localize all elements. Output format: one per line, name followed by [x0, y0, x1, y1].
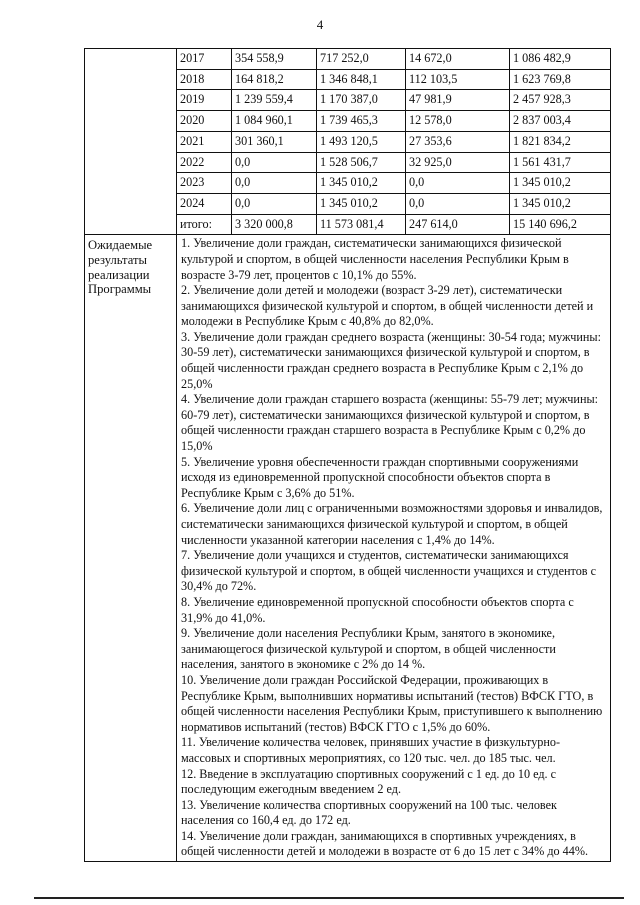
budget-rk-cell: 1 239 559,4 — [232, 90, 317, 111]
page-bottom-rule — [34, 897, 624, 899]
total-cell: 1 086 482,9 — [510, 49, 611, 70]
year-cell: 2021 — [177, 131, 232, 152]
result-item: 3. Увеличение доли граждан среднего возраста (женщины: 30-54 года; мужчины: 30-59 лет), систематически занимающихся физической культурой и спортом, в общей численности граждан среднего возраста в Республике Крым с 2,1% до 25,0% — [181, 329, 601, 391]
total-cell: 15 140 696,2 — [510, 214, 611, 235]
local-budget-cell: 0,0 — [406, 193, 510, 214]
federal-budget-cell: 1 345 010,2 — [317, 193, 406, 214]
year-cell: 2018 — [177, 69, 232, 90]
result-item: 1. Увеличение доли граждан, систематически занимающихся физической культурой и спортом, в общей численности населения Республики Крым в возрасте 3-79 лет, процентов с 10,1% до 55%. — [181, 236, 569, 282]
local-budget-cell: 47 981,9 — [406, 90, 510, 111]
federal-budget-cell: 717 252,0 — [317, 49, 406, 70]
local-budget-cell: 12 578,0 — [406, 111, 510, 132]
result-item: 5. Увеличение уровня обеспеченности граждан спортивными сооружениями исходя из единовременной пропускной способности объектов спорта в Республике Крым с 3,6% до 51%. — [181, 454, 579, 500]
year-cell: 2023 — [177, 173, 232, 194]
result-item: 9. Увеличение доли населения Республики Крым, занятого в экономике, занимающегося физической культурой и спортом, в общей численности населения, занятого в экономике с 2% до 14 %. — [181, 626, 556, 672]
federal-budget-cell: 11 573 081,4 — [317, 214, 406, 235]
result-item: 10. Увеличение доли граждан Российской Федерации, проживающих в Республике Крым, выполнивших нормативы испытаний (тестов) ВФСК ГТО, в общей численности населения Республики Крым, приступившего к выполнению нормативов испытаний (тестов) ВФСК ГТО с 1,5% до 60%. — [181, 672, 603, 734]
total-cell: 1 345 010,2 — [510, 193, 611, 214]
financing-rows — [85, 49, 611, 235]
federal-budget-cell: 1 493 120,5 — [317, 131, 406, 152]
local-budget-cell: 112 103,5 — [406, 69, 510, 90]
budget-rk-cell: 164 818,2 — [232, 69, 317, 90]
expected-results-row — [85, 235, 611, 862]
local-budget-cell: 0,0 — [406, 173, 510, 194]
total-cell: 2 457 928,3 — [510, 90, 611, 111]
result-item: 2. Увеличение доли детей и молодежи (возраст 3-29 лет), систематически занимающихся физической культурой и спортом, в общей численности детей и молодежи в Республике Крым с 40,8% до 82,0%. — [181, 283, 594, 329]
result-item: 7. Увеличение доли учащихся и студентов, систематически занимающихся физической культурой и спортом, в общей численности учащихся и студентов с 30,4% до 72%. — [181, 548, 597, 594]
financing-label-cell — [85, 49, 177, 235]
budget-rk-cell: 0,0 — [232, 173, 317, 194]
budget-rk-cell: 0,0 — [232, 152, 317, 173]
total-cell: 1 345 010,2 — [510, 173, 611, 194]
program-passport-table — [84, 48, 611, 862]
budget-rk-cell: 1 084 960,1 — [232, 111, 317, 132]
year-cell: 2020 — [177, 111, 232, 132]
result-item: 6. Увеличение доли лиц с ограниченными возможностями здоровья и инвалидов, систематически занимающихся физической культурой и спортом, в общей численности указанной категории населения с 1,4% до 14%. — [181, 501, 603, 547]
result-item: 8. Увеличение единовременной пропускной способности объектов спорта с 31,9% до 41,0%. — [181, 594, 574, 625]
result-item: 12. Введение в эксплуатацию спортивных сооружений с 1 ед. до 10 ед. с последующим ежегодным введением 2 ед. — [181, 766, 557, 797]
budget-rk-cell: 354 558,9 — [232, 49, 317, 70]
page-number: 4 — [316, 17, 324, 32]
local-budget-cell: 247 614,0 — [406, 214, 510, 235]
total-cell: 1 623 769,8 — [510, 69, 611, 90]
result-item: 11. Увеличение количества человек, принявших участие в физкультурно-массовых и спортивных мероприятиях, со 120 тыс. чел. до 185 тыс. чел. — [181, 735, 561, 765]
federal-budget-cell: 1 739 465,3 — [317, 111, 406, 132]
year-cell: итого: — [177, 214, 232, 235]
local-budget-cell: 27 353,6 — [406, 131, 510, 152]
budget-rk-cell: 0,0 — [232, 193, 317, 214]
budget-rk-cell: 3 320 000,8 — [232, 214, 317, 235]
result-item: 13. Увеличение количества спортивных сооружений на 100 тыс. человек населения со 160,4 ед. до 172 ед. — [181, 797, 557, 828]
federal-budget-cell: 1 345 010,2 — [317, 173, 406, 194]
federal-budget-cell: 1 170 387,0 — [317, 90, 406, 111]
year-cell: 2024 — [177, 193, 232, 214]
expected-results-label: Ожидаемые результаты реализации Программы — [85, 235, 177, 862]
year-cell: 2017 — [177, 49, 232, 70]
local-budget-cell: 32 925,0 — [406, 152, 510, 173]
year-cell: 2019 — [177, 90, 232, 111]
federal-budget-cell: 1 346 848,1 — [317, 69, 406, 90]
total-cell: 1 821 834,2 — [510, 131, 611, 152]
local-budget-cell: 14 672,0 — [406, 49, 510, 70]
financing-row — [85, 49, 611, 70]
federal-budget-cell: 1 528 506,7 — [317, 152, 406, 173]
total-cell: 1 561 431,7 — [510, 152, 611, 173]
budget-rk-cell: 301 360,1 — [232, 131, 317, 152]
expected-results-list — [177, 235, 611, 862]
result-item: 4. Увеличение доли граждан старшего возраста (женщины: 55-79 лет; мужчины: 60-79 лет), систематически занимающихся физической культурой и спортом, в общей численности граждан старшего возраста в Республике Крым с 0,2% до 15,0% — [181, 392, 599, 454]
result-item: 14. Увеличение доли граждан, занимающихся в спортивных учреждениях, в общей численности детей и молодежи в возрасте от 6 до 15 лет с 34% до 44%. — [181, 828, 589, 859]
total-cell: 2 837 003,4 — [510, 111, 611, 132]
year-cell: 2022 — [177, 152, 232, 173]
